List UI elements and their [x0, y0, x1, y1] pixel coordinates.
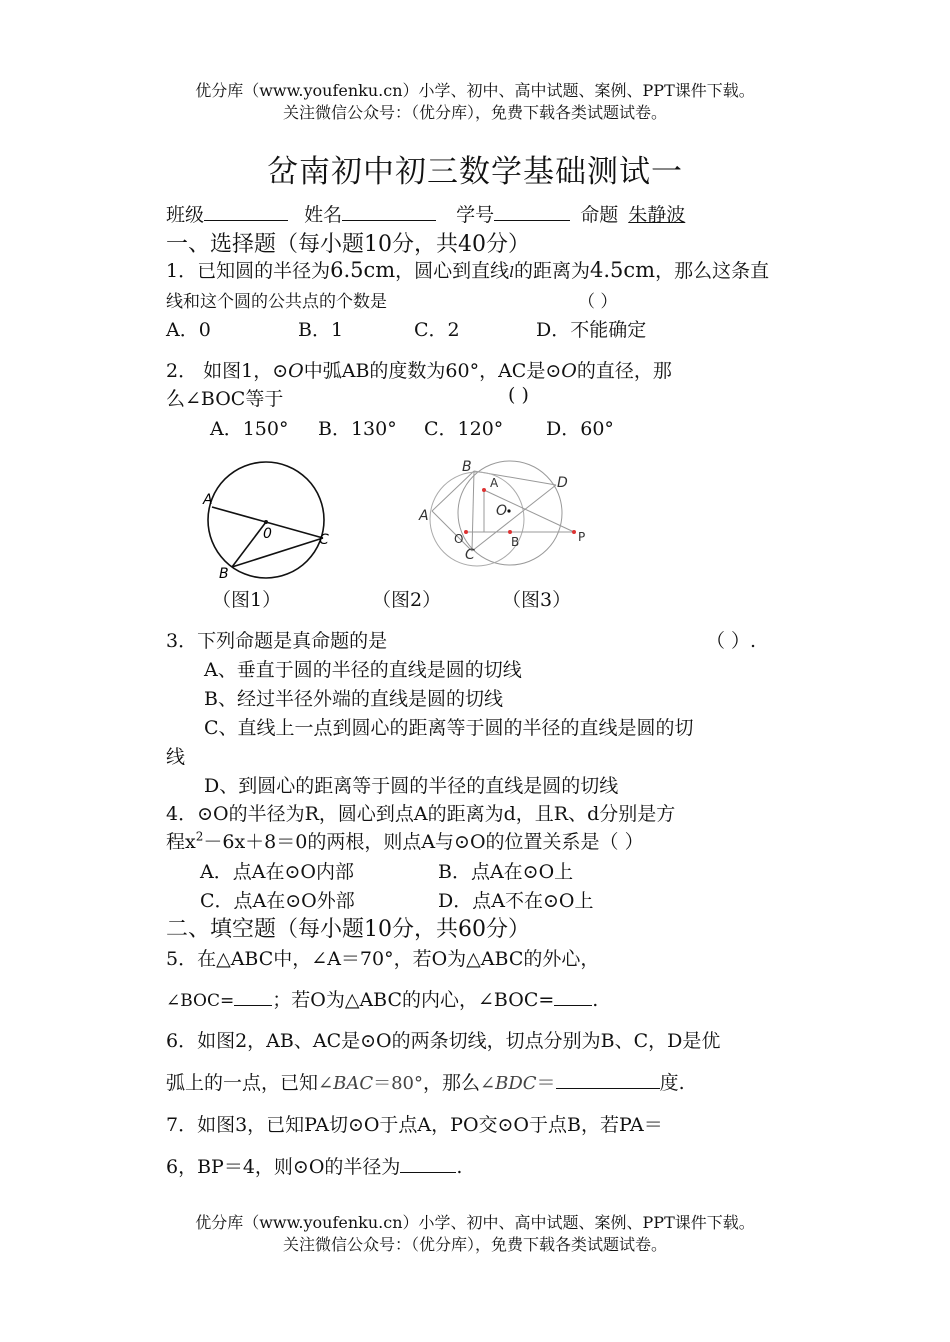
q5-blank-1[interactable]: [234, 987, 272, 1006]
fig1-caption: （图1）: [212, 589, 282, 611]
q2-option-c[interactable]: C．120°: [424, 418, 504, 440]
header-line-2: 关注微信公众号：（优分库），免费下载各类试题试卷。: [282, 103, 667, 122]
q4-superscript: 2: [195, 829, 204, 844]
q1-option-a[interactable]: A．0: [166, 319, 211, 341]
fig3-point-p: [572, 530, 576, 534]
q5-line-1: 5．在△ABC中，∠A＝70°，若O为△ABC的外心，: [166, 948, 600, 970]
q1-text: 1．已知圆的半径为: [166, 260, 331, 282]
fig2-label-d: D: [557, 475, 568, 491]
q4-text: －6x＋8＝0的两根，则点A与⊙O的位置关系是（ ）: [203, 831, 644, 853]
q3-option-a[interactable]: A、垂直于圆的半径的直线是圆的切线: [204, 659, 522, 681]
fig1-radius-ob: [232, 522, 266, 567]
q2-option-b[interactable]: B．130°: [318, 418, 397, 440]
q7-text: 6，BP＝4，则⊙O的半径为: [166, 1156, 401, 1178]
fig2-center-point: [507, 509, 510, 512]
class-blank[interactable]: [204, 202, 288, 221]
fig2-label-b: B: [462, 459, 472, 475]
page-title: 岔南初中初三数学基础测试一: [267, 154, 683, 190]
q1-line-l: l: [509, 263, 514, 281]
q4-option-a[interactable]: A．点A在⊙O内部: [200, 861, 354, 883]
q4-text: 程x: [166, 831, 196, 853]
q4-line-2: [166, 827, 644, 854]
fig3-point-o: [464, 530, 468, 534]
info-line: [166, 200, 685, 227]
q7-blank[interactable]: [400, 1154, 456, 1173]
q1-distance: 4.5cm: [590, 258, 656, 282]
q3-stem: 3．下列命题是真命题的是: [166, 630, 388, 652]
q6-blank[interactable]: [556, 1070, 660, 1089]
q2-line-1: [166, 356, 672, 383]
q1-line-1: [166, 256, 769, 283]
section-1-heading: 一、选择题（每小题10分，共40分）: [166, 232, 530, 257]
q7-line-1: 7．如图3，已知PA切⊙O于点A，PO交⊙O于点B，若PA＝: [166, 1114, 663, 1136]
q6-angle-value: ＝80°: [373, 1073, 424, 1094]
fig1-label-b: B: [219, 566, 229, 582]
section-2-heading: 二、填空题（每小题10分，共60分）: [166, 917, 530, 942]
class-label: 班级: [166, 204, 205, 226]
fig3-point-b: [508, 530, 512, 534]
q1-text: ，那么这条直: [655, 260, 770, 282]
fig3-label-a: A: [490, 476, 499, 490]
q1-option-c[interactable]: C．2: [414, 319, 460, 341]
fig2-label-c: C: [465, 547, 475, 563]
q2-line-2: 么∠BOC等于: [166, 388, 284, 410]
q1-line-2: 线和这个圆的公共点的个数是: [166, 292, 387, 312]
fig2-tangent-ab: [432, 471, 474, 511]
q4-option-c[interactable]: C．点A在⊙O外部: [200, 890, 355, 912]
fig1-label-o: 0: [263, 526, 272, 542]
q6-angle-bdc: ∠BDC: [480, 1073, 537, 1094]
q6-text: 弧上的一点，已知: [166, 1072, 319, 1094]
q4-option-d[interactable]: D．点A不在⊙O上: [438, 890, 594, 912]
q2-circle-o: O: [561, 360, 577, 382]
id-blank[interactable]: [494, 202, 570, 221]
q6-text: ，那么: [423, 1072, 481, 1094]
q2-option-a[interactable]: A．150°: [210, 418, 289, 440]
q5-line-2: [166, 985, 598, 1012]
id-label: 学号: [456, 204, 495, 226]
fig3-label-o: O: [454, 532, 464, 546]
fig3-point-a: [482, 488, 486, 492]
q2-text: 的直径，那: [576, 360, 672, 382]
fig2-label-a: A: [419, 508, 429, 524]
q3-option-c-cont: 线: [166, 746, 186, 768]
fig3-caption: （图3）: [502, 589, 572, 611]
fig3-circle: [430, 472, 524, 566]
q7-text: .: [456, 1156, 463, 1178]
q1-option-b[interactable]: B．1: [298, 319, 344, 341]
name-blank[interactable]: [342, 202, 436, 221]
q2-text: 2． 如图1，⊙: [166, 360, 289, 382]
q2-text: 中弧AB的度数为60°，AC是⊙: [303, 360, 562, 382]
header-line-1: 优分库（www.youfenku.cn）小学、初中、高中试题、案例、PPT课件下载。: [195, 81, 755, 100]
q2-option-d[interactable]: D．60°: [546, 418, 614, 440]
q6-text: 度.: [659, 1072, 685, 1094]
q2-answer-paren[interactable]: ( ): [508, 384, 529, 406]
q6-equals: ＝: [536, 1072, 556, 1094]
fig1-label-a: A: [203, 492, 213, 508]
q7-line-2: [166, 1152, 462, 1179]
q5-text: .: [592, 989, 599, 1011]
fig2-label-o: O: [496, 503, 508, 519]
fig1-chord-bc: [232, 538, 323, 567]
q5-blank-2[interactable]: [554, 987, 592, 1006]
q1-text: ，圆心到直线: [395, 260, 510, 282]
q2-circle-o: O: [288, 360, 304, 382]
q6-line-2: [166, 1068, 685, 1095]
fig2-line-bc: [472, 471, 474, 551]
footer-line-2: 关注微信公众号：（优分库），免费下载各类试题试卷。: [282, 1235, 667, 1254]
fig1-label-c: C: [319, 532, 329, 548]
q4-line-1: 4．⊙O的半径为R，圆心到点A的距离为d，且R、d分别是方: [166, 803, 676, 825]
q3-answer-paren[interactable]: （ ）.: [706, 630, 757, 652]
figure-1: [195, 460, 345, 585]
q3-option-b[interactable]: B、经过半径外端的直线是圆的切线: [204, 688, 503, 710]
q3-option-d[interactable]: D、到圆心的距离等于圆的半径的直线是圆的切线: [204, 775, 619, 797]
q6-angle-bac: ∠BAC: [318, 1073, 374, 1094]
fig3-label-b: B: [511, 535, 520, 549]
q6-line-1: 6．如图2，AB、AC是⊙O的两条切线，切点分别为B、C，D是优: [166, 1030, 721, 1052]
q1-answer-paren[interactable]: （ ）: [578, 292, 618, 312]
author-label: 命题: [580, 204, 619, 226]
fig3-label-p: P: [578, 530, 586, 544]
author-name: 朱静波: [628, 204, 686, 226]
fig1-center-point: [264, 520, 268, 524]
q5-text: ∠BOC=: [166, 991, 235, 1011]
q5-text: ；若O为△ABC的内心，∠BOC=: [272, 989, 555, 1011]
figure-2-3: [410, 455, 610, 585]
footer-line-1: 优分库（www.youfenku.cn）小学、初中、高中试题、案例、PPT课件下载。: [195, 1213, 755, 1232]
name-label: 姓名: [304, 204, 343, 226]
q1-radius: 6.5cm: [330, 258, 396, 282]
fig2-caption: （图2）: [372, 589, 442, 611]
q4-option-b[interactable]: B．点A在⊙O上: [438, 861, 574, 883]
q1-option-d[interactable]: D．不能确定: [536, 319, 647, 341]
q3-option-c[interactable]: C、直线上一点到圆心的距离等于圆的半径的直线是圆的切: [204, 717, 694, 739]
q1-text: 的距离为: [514, 260, 591, 282]
